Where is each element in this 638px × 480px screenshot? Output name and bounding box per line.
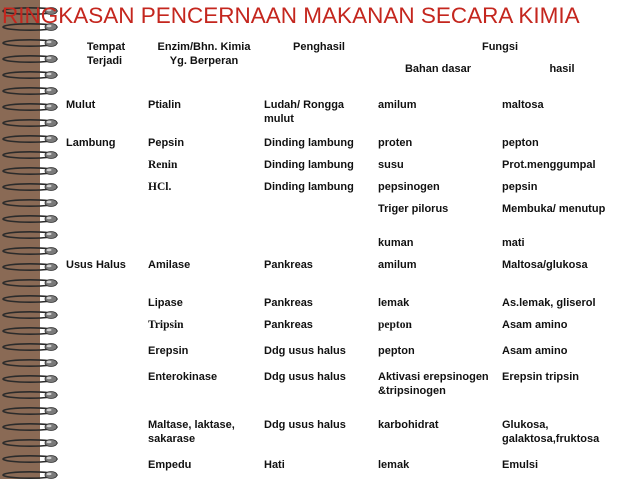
cell-penghasil: Ddg usus halus [264,371,346,383]
spiral-ring-icon [2,38,56,47]
cell-enzim: Lipase [148,297,183,309]
table-row [66,176,624,198]
spiral-ring-icon [2,390,56,399]
cell-penghasil: Dinding lambung [264,159,354,171]
table-row [66,314,624,340]
table-row [66,132,624,154]
cell-tempat [66,340,146,366]
cell-enzim: Maltase, laktase, sakarase [148,419,235,445]
table-row [66,454,624,476]
cell-enzim: Renin [148,159,178,171]
table-row [66,254,624,292]
spiral-ring-icon [2,342,56,351]
cell-enzim: Erepsin [148,345,189,357]
spiral-ring-icon [2,150,56,159]
spiral-ring-icon [2,86,56,95]
cell-penghasil: Hati [264,459,285,471]
cell-enzim: Pepsin [148,137,185,149]
spiral-ring-icon [2,134,56,143]
cell-penghasil [262,232,376,254]
cell-hasil: Glukosa, galaktosa,fruktosa [502,419,600,445]
cell-tempat [66,176,146,198]
cell-hasil: Membuka/ menutup [502,203,606,215]
cell-hasil: Emulsi [502,459,539,471]
cell-tempat [66,154,146,176]
spiral-ring-icon [2,406,56,415]
cell-bahan: pepton [378,345,415,357]
header-tempat [66,38,146,94]
header-fungsi [376,38,624,60]
spiral-ring-icon [2,102,56,111]
spiral-ring-icon [2,278,56,287]
header-tempat-text: Tempat Terjadi [86,41,126,67]
header-penghasil [262,38,376,94]
cell-penghasil: Ddg usus halus [264,419,346,431]
spiral-ring-icon [2,246,56,255]
cell-bahan: pepsinogen [378,181,440,193]
cell-bahan: lemak [378,459,410,471]
cell-hasil: Maltosa/glukosa [502,259,588,271]
cell-tempat: Lambung [66,137,116,149]
spiral-ring-icon [2,310,56,319]
cell-penghasil: Pankreas [264,259,313,271]
page-title: RINGKASAN PENCERNAAN MAKANAN SECARA KIMIA [2,3,580,28]
cell-bahan: karbohidrat [378,419,439,431]
cell-bahan: pepton [378,319,412,331]
cell-hasil: Asam amino [502,345,568,357]
cell-hasil: mati [502,237,525,249]
header-bahan-dasar [376,60,500,94]
spiral-ring-icon [2,422,56,431]
spiral-ring-icon [2,70,56,79]
table-row [66,198,624,232]
cell-tempat [66,314,146,340]
header-fungsi-text: Fungsi [481,41,519,53]
spiral-ring-icon [2,214,56,223]
cell-penghasil: Ddg usus halus [264,345,346,357]
cell-penghasil: Pankreas [264,297,313,309]
header-hasil [500,60,624,94]
cell-bahan: Aktivasi erepsinogen &tripsinogen [378,371,489,397]
cell-bahan: susu [378,159,404,171]
cell-hasil: As.lemak, gliserol [502,297,596,309]
cell-hasil: pepsin [502,181,538,193]
spiral-ring-icon [2,166,56,175]
header-hasil-text: hasil [549,63,575,75]
spiral-ring-icon [2,358,56,367]
cell-bahan: proten [378,137,413,149]
cell-hasil: pepton [502,137,539,149]
cell-enzim: Amilase [148,259,191,271]
cell-penghasil: Dinding lambung [264,137,354,149]
spiral-ring-icon [2,182,56,191]
cell-enzim: Enterokinase [148,371,218,383]
cell-tempat [66,232,146,254]
spiral-ring-icon [2,118,56,127]
cell-enzim [146,232,262,254]
cell-tempat: Mulut [66,99,96,111]
table-row [66,154,624,176]
cell-bahan: lemak [378,297,410,309]
cell-tempat [66,414,146,454]
cell-hasil: maltosa [502,99,544,111]
digestion-table [66,38,624,476]
header-penghasil-text: Penghasil [293,41,345,53]
cell-tempat [66,454,146,476]
spiral-ring-icon [2,438,56,447]
cell-enzim: Tripsin [148,319,184,331]
cell-bahan: kuman [378,237,414,249]
cell-hasil: Asam amino [502,319,568,331]
cell-bahan: amilum [378,259,417,271]
cell-enzim [146,198,262,232]
table-row [66,94,624,132]
spiral-ring-icon [2,262,56,271]
spiral-ring-icon [2,454,56,463]
table-row [66,366,624,414]
spiral-ring-icon [2,326,56,335]
cell-tempat [66,292,146,314]
cell-bahan: amilum [378,99,417,111]
spiral-ring-icon [2,230,56,239]
header-enzim [146,38,262,94]
header-bahan-dasar-text: Bahan dasar [404,63,472,75]
cell-tempat [66,198,146,232]
cell-penghasil: Pankreas [264,319,313,331]
spiral-ring-icon [2,54,56,63]
header-enzim-text: Enzim/Bhn. Kimia Yg. Berperan [157,41,251,67]
spiral-ring-icon [2,294,56,303]
cell-hasil: Erepsin tripsin [502,371,580,383]
table-row [66,232,624,254]
cell-enzim: HCl. [148,181,172,193]
cell-hasil: Prot.menggumpal [502,159,596,171]
cell-penghasil [262,198,376,232]
table-row [66,340,624,366]
cell-bahan: Triger pilorus [378,203,449,215]
cell-tempat: Usus Halus [66,259,126,271]
cell-enzim: Empedu [148,459,192,471]
cell-penghasil: Ludah/ Rongga mulut [264,99,345,125]
cell-tempat [66,366,146,414]
spiral-ring-icon [2,470,56,479]
spiral-ring-icon [2,374,56,383]
cell-enzim: Ptialin [148,99,182,111]
spiral-ring-icon [2,198,56,207]
table-row [66,414,624,454]
cell-penghasil: Dinding lambung [264,181,354,193]
table-row [66,292,624,314]
